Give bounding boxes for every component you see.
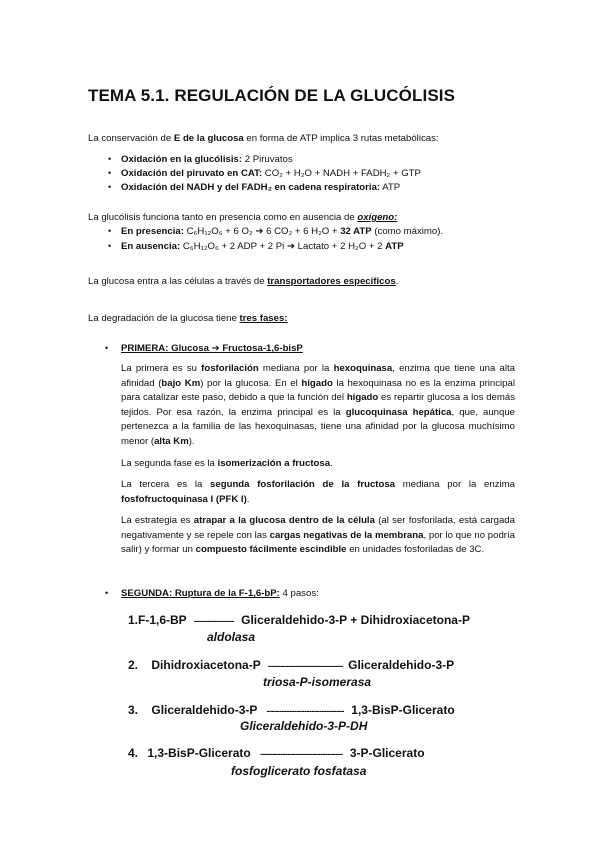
step-product: 3-P-Glicerato	[349, 746, 425, 760]
paragraph-text: ).	[188, 435, 195, 447]
first-phase-paragraph-4	[121, 514, 515, 558]
route-label: Oxidación del NADH y del FADH₂ en cadena respiratoria:	[121, 182, 381, 193]
step-enzyme: aldolasa	[207, 630, 256, 644]
oxygen-item-label: En presencia:	[121, 226, 184, 237]
paragraph-text: ) por la glucosa. En el	[200, 377, 302, 389]
paragraph-text: mediana por la	[258, 363, 334, 374]
route-value: CO₂ + H₂O + NADH + FADH₂ + GTP	[262, 168, 421, 179]
first-phase-paragraph-1	[121, 362, 515, 449]
phases-prefix: La degradación de la glucosa tiene	[88, 313, 240, 324]
intro-line	[88, 132, 439, 145]
second-phase-title: SEGUNDA: Ruptura de la F-1,6-bP:	[121, 588, 280, 599]
paragraph-bold-term: hígado	[301, 377, 333, 389]
step-enzyme: fosfoglicerato fosfatasa	[231, 764, 367, 778]
oxygen-item-tail: (como máximo).	[371, 226, 444, 237]
paragraph-text: (al ser fosforilada, está cargada negativamente y se repele con las	[121, 515, 515, 541]
bullet-icon: •	[108, 168, 112, 178]
reaction-step	[128, 746, 425, 760]
first-phase-paragraph-2	[121, 457, 515, 472]
bullet-icon: •	[108, 182, 112, 192]
paragraph-bold-term: fosfofructoquinasa I (PFK I)	[121, 493, 247, 505]
paragraph-text: en unidades fosforiladas de 3C.	[346, 544, 485, 555]
route-item	[108, 181, 401, 194]
second-phase-tail: 4 pasos:	[279, 588, 319, 599]
bullet-icon: •	[105, 588, 109, 598]
paragraph-text: La tercera es la	[121, 479, 211, 490]
step-number: 1.	[128, 613, 139, 627]
oxygen-word: oxígeno:	[357, 212, 398, 223]
intro-prefix: La conservación de	[88, 133, 174, 144]
transport-suffix: .	[395, 276, 399, 287]
route-label: Oxidación del piruvato en CAT:	[121, 168, 263, 179]
route-item	[108, 153, 293, 166]
oxygen-item-eq: C₆H₁₂O₆ + 2 ADP + 2 Pi ➔ Lactato + 2 H₂O + 2	[180, 241, 386, 252]
step-number: 2.	[128, 658, 139, 672]
route-value: 2 Piruvatos	[242, 154, 293, 165]
intro-suffix: en forma de ATP implica 3 rutas metabólicas:	[243, 133, 439, 144]
paragraph-text: La estrategia es	[121, 515, 194, 526]
step-product: Gliceraldehido-3-P + Dihidroxiacetona-P	[241, 613, 470, 627]
step-number: 4.	[128, 746, 139, 760]
phases-link: tres fases:	[239, 313, 288, 324]
bullet-icon: •	[108, 241, 112, 251]
bullet-icon: •	[105, 343, 109, 353]
step-substrate: Gliceraldehido-3-P	[151, 703, 258, 717]
paragraph-bold-term: atrapar a la glucosa dentro de la célula	[193, 515, 375, 526]
step-number: 3.	[128, 703, 139, 717]
step-substrate: Dihidroxiacetona-P	[151, 658, 261, 672]
paragraph-text: La segunda fase es la	[121, 458, 218, 469]
reaction-step	[128, 613, 470, 627]
paragraph-text: , que, aunque pertenezca a la familia de las hexoquinasas, tiene una afinidad por la glucosa muchísimo menor (	[121, 406, 515, 447]
oxygen-prefix: La glucólisis funciona tanto en presencia como en ausencia de	[88, 212, 358, 223]
bullet-icon: •	[108, 226, 112, 236]
paragraph-bold-term: compuesto fácilmente escindible	[195, 544, 347, 555]
reaction-step	[128, 658, 454, 672]
paragraph-bold-term: isomerización a fructosa	[217, 458, 331, 469]
step-arrow: ---------------------------------	[260, 749, 343, 759]
paragraph-text: es repartir glucosa a los demás tejidos. Por esa razón, la enzima principal es la	[121, 392, 515, 418]
paragraph-text: La primera es su	[121, 363, 202, 374]
transport-prefix: La glucosa entra a las células a través de	[88, 276, 268, 287]
paragraph-bold-term: bajo Km	[161, 377, 201, 389]
step-enzyme: Gliceraldehido-3-P-DH	[240, 719, 368, 733]
paragraph-text: .	[330, 458, 333, 469]
oxygen-item	[108, 225, 444, 238]
oxygen-item-bold: ATP	[385, 241, 404, 252]
second-phase-title-row	[105, 587, 319, 600]
transport-line	[88, 275, 398, 288]
step-product: 1,3-BisP-Glicerato	[351, 703, 455, 717]
step-arrow: -------------------------------	[266, 706, 344, 716]
first-phase-title-row	[105, 342, 303, 355]
step-substrate: 1,3-BisP-Glicerato	[147, 746, 251, 760]
route-label: Oxidación en la glucólisis:	[121, 154, 243, 165]
transport-link: transportadores específicos	[267, 276, 396, 287]
step-enzyme: triosa-P-isomerasa	[263, 675, 372, 689]
paragraph-bold-term: hexoquinasa	[333, 363, 393, 374]
oxygen-item-eq: C₆H₁₂O₆ + 6 O₂ ➔ 6 CO₂ + 6 H₂O +	[183, 226, 341, 237]
paragraph-bold-term: segunda fosforilación de la fructosa	[210, 479, 396, 490]
route-value: ATP	[380, 182, 401, 193]
paragraph-bold-term: glucoquinasa hepática	[345, 406, 452, 418]
bullet-icon: •	[108, 154, 112, 164]
first-phase-title: PRIMERA: Glucosa ➔ Fructosa-1,6-bisP	[121, 343, 303, 354]
step-arrow: ----------------	[193, 616, 234, 626]
paragraph-text: .	[246, 493, 250, 505]
step-arrow: ------------------------------	[267, 661, 343, 671]
paragraph-bold-term: hígado	[346, 392, 379, 403]
phases-line	[88, 312, 287, 325]
paragraph-text: mediana por la enzima	[395, 479, 515, 490]
paragraph-bold-term: cargas negativas de la membrana	[269, 529, 424, 541]
paragraph-text: , por lo que no podría salir) y formar un	[121, 529, 515, 555]
paragraph-bold-term: fosforilación	[201, 363, 259, 374]
reaction-step	[128, 703, 455, 717]
paragraph-text: la hexoquinasa no es la enzima principal para catalizar este paso, debido a que la función del	[121, 377, 515, 403]
intro-bold: E de la glucosa	[173, 133, 244, 144]
step-product: Gliceraldehido-3-P	[348, 658, 455, 672]
first-phase-paragraph-3	[121, 478, 515, 507]
oxygen-item-label: En ausencia:	[121, 241, 181, 252]
oxygen-line	[88, 211, 397, 224]
step-substrate: F-1,6-BP	[138, 613, 187, 627]
route-item	[108, 167, 421, 180]
oxygen-item	[108, 240, 404, 253]
paragraph-bold-term: alta Km	[154, 435, 189, 447]
page-title: TEMA 5.1. REGULACIÓN DE LA GLUCÓLISIS	[88, 86, 456, 105]
oxygen-item-bold: 32 ATP	[340, 226, 372, 237]
paragraph-text: , enzima que tiene una alta afinidad (	[121, 363, 515, 389]
